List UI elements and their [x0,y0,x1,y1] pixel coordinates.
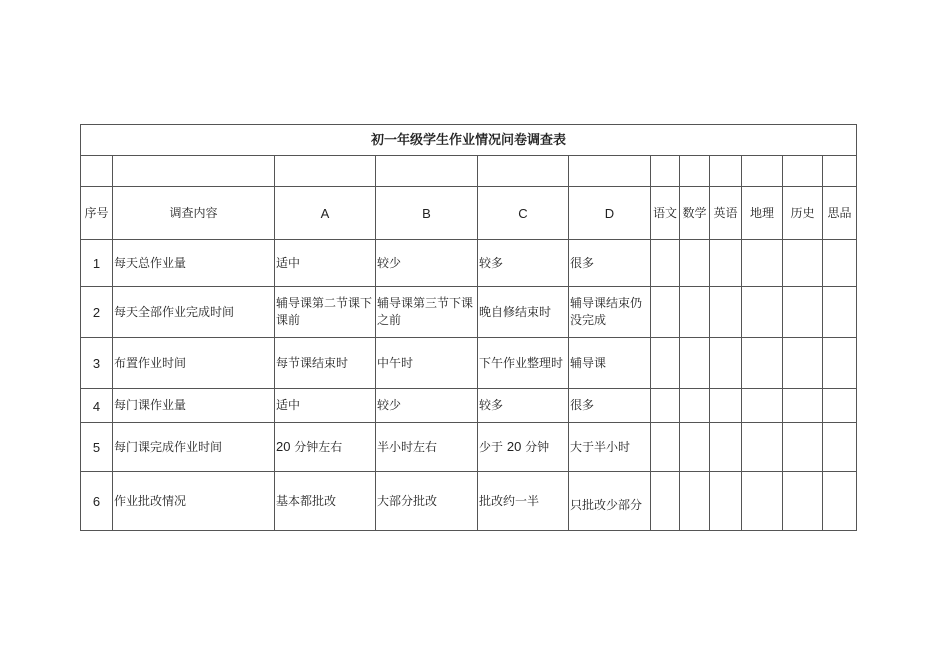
subject-cell[interactable] [710,389,742,423]
subject-cell[interactable] [710,240,742,287]
header-row [81,187,857,240]
table-row [81,240,857,287]
row-content: 每天总作业量 [113,240,275,287]
option-b: 较少 [376,240,478,287]
option-c [478,423,569,472]
option-c: 较多 [478,389,569,423]
subject-cell[interactable] [823,338,857,389]
subject-cell[interactable] [680,287,710,338]
row-content: 每门课作业量 [113,389,275,423]
subject-cell[interactable] [680,240,710,287]
option-a: 基本都批改 [275,472,376,531]
subject-cell[interactable] [710,287,742,338]
subject-cell[interactable] [651,423,680,472]
table-row [81,287,857,338]
subject-cell[interactable] [742,338,783,389]
subject-cell[interactable] [823,287,857,338]
subject-cell[interactable] [742,423,783,472]
header-option-d: D [569,187,651,240]
header-subject-moral: 思品 [823,187,857,240]
row-content: 布置作业时间 [113,338,275,389]
row-content: 每天全部作业完成时间 [113,287,275,338]
subject-cell[interactable] [742,472,783,531]
header-content: 调查内容 [113,187,275,240]
option-a: 适中 [275,389,376,423]
option-b: 较少 [376,389,478,423]
table-row [81,472,857,531]
header-option-b: B [376,187,478,240]
option-c: 晚自修结束时 [478,287,569,338]
option-c-suffix: 分钟 [525,440,550,454]
subject-cell[interactable] [742,389,783,423]
option-a: 每节课结束时 [275,338,376,389]
option-d: 辅导课 [569,338,651,389]
subject-cell[interactable] [651,287,680,338]
minutes-value: 20 [506,439,522,454]
subject-cell[interactable] [823,472,857,531]
subject-cell[interactable] [651,389,680,423]
subject-cell[interactable] [710,338,742,389]
header-subject-math: 数学 [680,187,710,240]
subject-cell[interactable] [680,423,710,472]
table-row [81,389,857,423]
subject-cell[interactable] [651,240,680,287]
subject-cell[interactable] [742,287,783,338]
blank-row [81,156,857,187]
table-row [81,338,857,389]
subject-cell[interactable] [783,472,823,531]
option-b: 中午时 [376,338,478,389]
subject-cell[interactable] [651,338,680,389]
header-subject-english: 英语 [710,187,742,240]
subject-cell[interactable] [823,389,857,423]
option-a: 辅导课第二节课下课前 [275,287,376,338]
header-subject-chinese: 语文 [651,187,680,240]
subject-cell[interactable] [742,240,783,287]
subject-cell[interactable] [710,423,742,472]
header-option-c: C [478,187,569,240]
option-b: 半小时左右 [376,423,478,472]
option-a-text: 分钟左右 [294,440,343,454]
row-number: 6 [81,472,113,531]
subject-cell[interactable] [680,389,710,423]
row-content: 每门课完成作业时间 [113,423,275,472]
subject-cell[interactable] [710,472,742,531]
subject-cell[interactable] [680,472,710,531]
row-number: 3 [81,338,113,389]
minutes-value: 20 [276,439,291,454]
option-d: 很多 [569,389,651,423]
subject-cell[interactable] [783,338,823,389]
subject-cell[interactable] [651,472,680,531]
subject-cell[interactable] [823,423,857,472]
subject-cell[interactable] [783,240,823,287]
subject-cell[interactable] [783,423,823,472]
survey-table [80,124,857,531]
row-number: 5 [81,423,113,472]
subject-cell[interactable] [823,240,857,287]
row-number: 2 [81,287,113,338]
row-content: 作业批改情况 [113,472,275,531]
option-a [275,423,376,472]
option-c: 批改约一半 [478,472,569,531]
option-c-prefix: 少于 [479,440,504,454]
subject-cell[interactable] [680,338,710,389]
header-option-a: A [275,187,376,240]
subject-cell[interactable] [783,287,823,338]
option-c: 较多 [478,240,569,287]
option-c: 下午作业整理时 [478,338,569,389]
option-d: 很多 [569,240,651,287]
table-row [81,423,857,472]
option-a: 适中 [275,240,376,287]
row-number: 1 [81,240,113,287]
header-seq: 序号 [81,187,113,240]
row-number: 4 [81,389,113,423]
header-subject-geography: 地理 [742,187,783,240]
table-title: 初一年级学生作业情况问卷调查表 [81,125,857,156]
option-d: 辅导课结束仍没完成 [569,287,651,338]
subject-cell[interactable] [783,389,823,423]
option-d: 只批改少部分 [569,472,651,531]
header-subject-history: 历史 [783,187,823,240]
option-b: 辅导课第三节下课之前 [376,287,478,338]
option-b: 大部分批改 [376,472,478,531]
option-d: 大于半小时 [569,423,651,472]
